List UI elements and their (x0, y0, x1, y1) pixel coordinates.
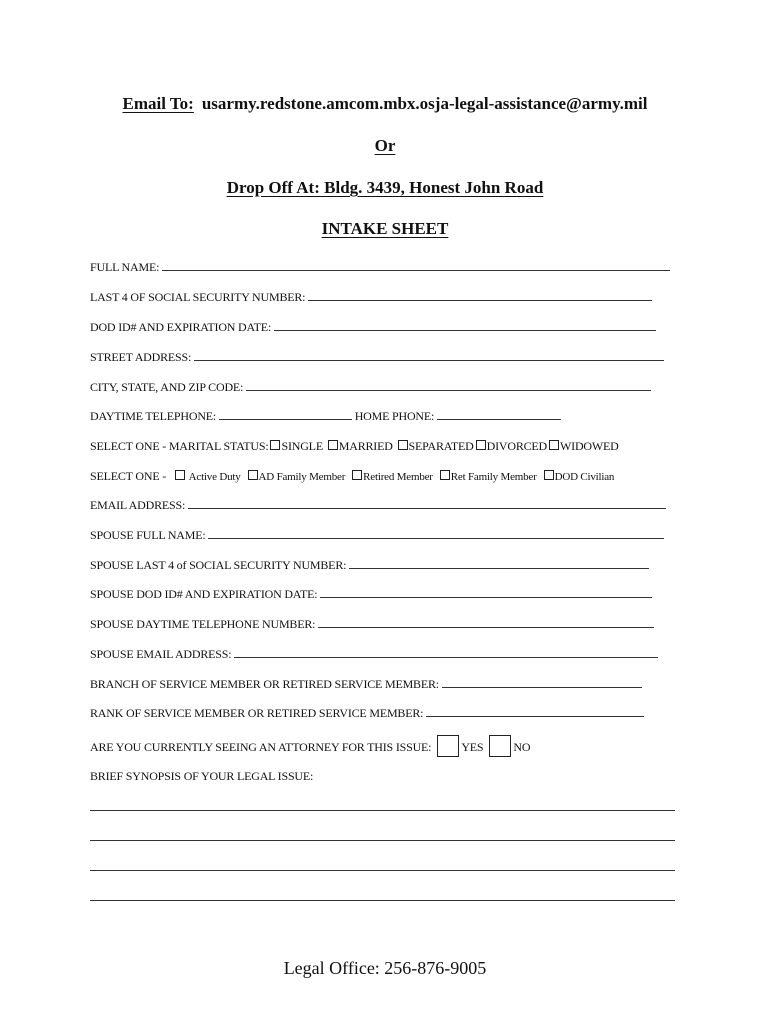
branch-row (90, 676, 642, 692)
ssn-row (90, 289, 652, 305)
marital-label: SELECT ONE - MARITAL STATUS: (90, 439, 269, 453)
separated-label: SEPARATED (408, 439, 474, 453)
dod-id-label: DOD ID# AND EXPIRATION DATE: (90, 320, 272, 334)
separated-checkbox[interactable] (398, 440, 408, 450)
dropoff-text: Drop Off At: Bldg. 3439, Honest John Road (226, 178, 544, 197)
daytime-phone-field[interactable] (219, 408, 352, 420)
spouse-email-row (90, 646, 658, 662)
married-checkbox[interactable] (328, 440, 338, 450)
synopsis-line-4[interactable] (90, 900, 675, 901)
dropoff-line (0, 178, 770, 198)
spouse-dod-field[interactable] (320, 586, 652, 598)
dod-id-field[interactable] (274, 319, 656, 331)
ssn-field[interactable] (308, 289, 652, 301)
spouse-dod-row (90, 586, 652, 602)
single-checkbox[interactable] (270, 440, 280, 450)
email-address[interactable]: usarmy.redstone.amcom.mbx.osja-legal-assistance@army.mil (201, 94, 648, 113)
legal-office-phone: Legal Office: 256-876-9005 (283, 958, 487, 978)
ad-family-label: AD Family Member (258, 471, 346, 483)
spouse-email-label: SPOUSE EMAIL ADDRESS: (90, 647, 232, 661)
spouse-phone-label: SPOUSE DAYTIME TELEPHONE NUMBER: (90, 617, 316, 631)
widowed-checkbox[interactable] (549, 440, 559, 450)
attorney-yes-label: YES (461, 740, 484, 754)
or-line (0, 136, 770, 156)
synopsis-line-1[interactable] (90, 810, 675, 811)
home-phone-field[interactable] (437, 408, 561, 420)
rank-label: RANK OF SERVICE MEMBER OR RETIRED SERVICE MEMBER: (90, 706, 424, 720)
daytime-phone-label: DAYTIME TELEPHONE: (90, 409, 217, 423)
synopsis-row (90, 768, 313, 784)
full-name-field[interactable] (162, 259, 670, 271)
rank-field[interactable] (426, 705, 644, 717)
or-text: Or (374, 136, 396, 155)
city-field[interactable] (246, 379, 651, 391)
attorney-label: ARE YOU CURRENTLY SEEING AN ATTORNEY FOR THIS ISSUE: (90, 740, 432, 754)
divorced-checkbox[interactable] (476, 440, 486, 450)
email-to-label: Email To: (122, 94, 194, 113)
marital-row (90, 438, 619, 454)
full-name-label: FULL NAME: (90, 260, 160, 274)
dod-id-row (90, 319, 656, 335)
spouse-email-field[interactable] (234, 646, 658, 658)
synopsis-label: BRIEF SYNOPSIS OF YOUR LEGAL ISSUE: (90, 769, 314, 783)
dod-civilian-checkbox[interactable] (544, 470, 554, 480)
attorney-row (90, 735, 530, 757)
full-name-row (90, 259, 670, 275)
single-label: SINGLE (281, 439, 323, 453)
ad-family-checkbox[interactable] (248, 470, 258, 480)
synopsis-line-3[interactable] (90, 870, 675, 871)
ret-family-label: Ret Family Member (450, 471, 537, 483)
street-label: STREET ADDRESS: (90, 350, 192, 364)
attorney-no-checkbox[interactable] (489, 735, 511, 757)
email-field[interactable] (188, 497, 666, 509)
spouse-name-label: SPOUSE FULL NAME: (90, 528, 206, 542)
branch-label: BRANCH OF SERVICE MEMBER OR RETIRED SERVICE MEMBER: (90, 677, 439, 691)
spouse-name-row (90, 527, 664, 543)
branch-field[interactable] (442, 676, 642, 688)
active-duty-checkbox[interactable] (175, 470, 185, 480)
email-to-line (0, 94, 770, 114)
email-label: EMAIL ADDRESS: (90, 498, 186, 512)
spouse-phone-row (90, 616, 654, 632)
retired-member-label: Retired Member (363, 471, 433, 483)
status-row (90, 468, 614, 485)
spouse-name-field[interactable] (208, 527, 664, 539)
active-duty-label: Active Duty (188, 471, 241, 483)
status-label: SELECT ONE - (90, 469, 167, 483)
city-label: CITY, STATE, AND ZIP CODE: (90, 380, 244, 394)
home-phone-label: HOME PHONE: (354, 409, 435, 423)
married-label: MARRIED (338, 439, 393, 453)
spouse-ssn-label: SPOUSE LAST 4 of SOCIAL SECURITY NUMBER: (90, 558, 347, 572)
dod-civilian-label: DOD Civilian (554, 471, 615, 483)
page-title (0, 219, 770, 239)
street-row (90, 349, 664, 365)
spouse-ssn-row (90, 557, 649, 573)
spouse-phone-field[interactable] (318, 616, 654, 628)
page-title-text: INTAKE SHEET (321, 219, 449, 238)
phone-row (90, 408, 561, 424)
synopsis-line-2[interactable] (90, 840, 675, 841)
ret-family-checkbox[interactable] (440, 470, 450, 480)
divorced-label: DIVORCED (486, 439, 548, 453)
email-row (90, 497, 666, 513)
ssn-label: LAST 4 OF SOCIAL SECURITY NUMBER: (90, 290, 306, 304)
attorney-no-label: NO (513, 740, 531, 754)
retired-member-checkbox[interactable] (352, 470, 362, 480)
attorney-yes-checkbox[interactable] (437, 735, 459, 757)
city-row (90, 379, 651, 395)
spouse-ssn-field[interactable] (349, 557, 649, 569)
widowed-label: WIDOWED (560, 439, 619, 453)
street-field[interactable] (194, 349, 664, 361)
spouse-dod-label: SPOUSE DOD ID# AND EXPIRATION DATE: (90, 587, 318, 601)
rank-row (90, 705, 644, 721)
footer (0, 957, 770, 979)
